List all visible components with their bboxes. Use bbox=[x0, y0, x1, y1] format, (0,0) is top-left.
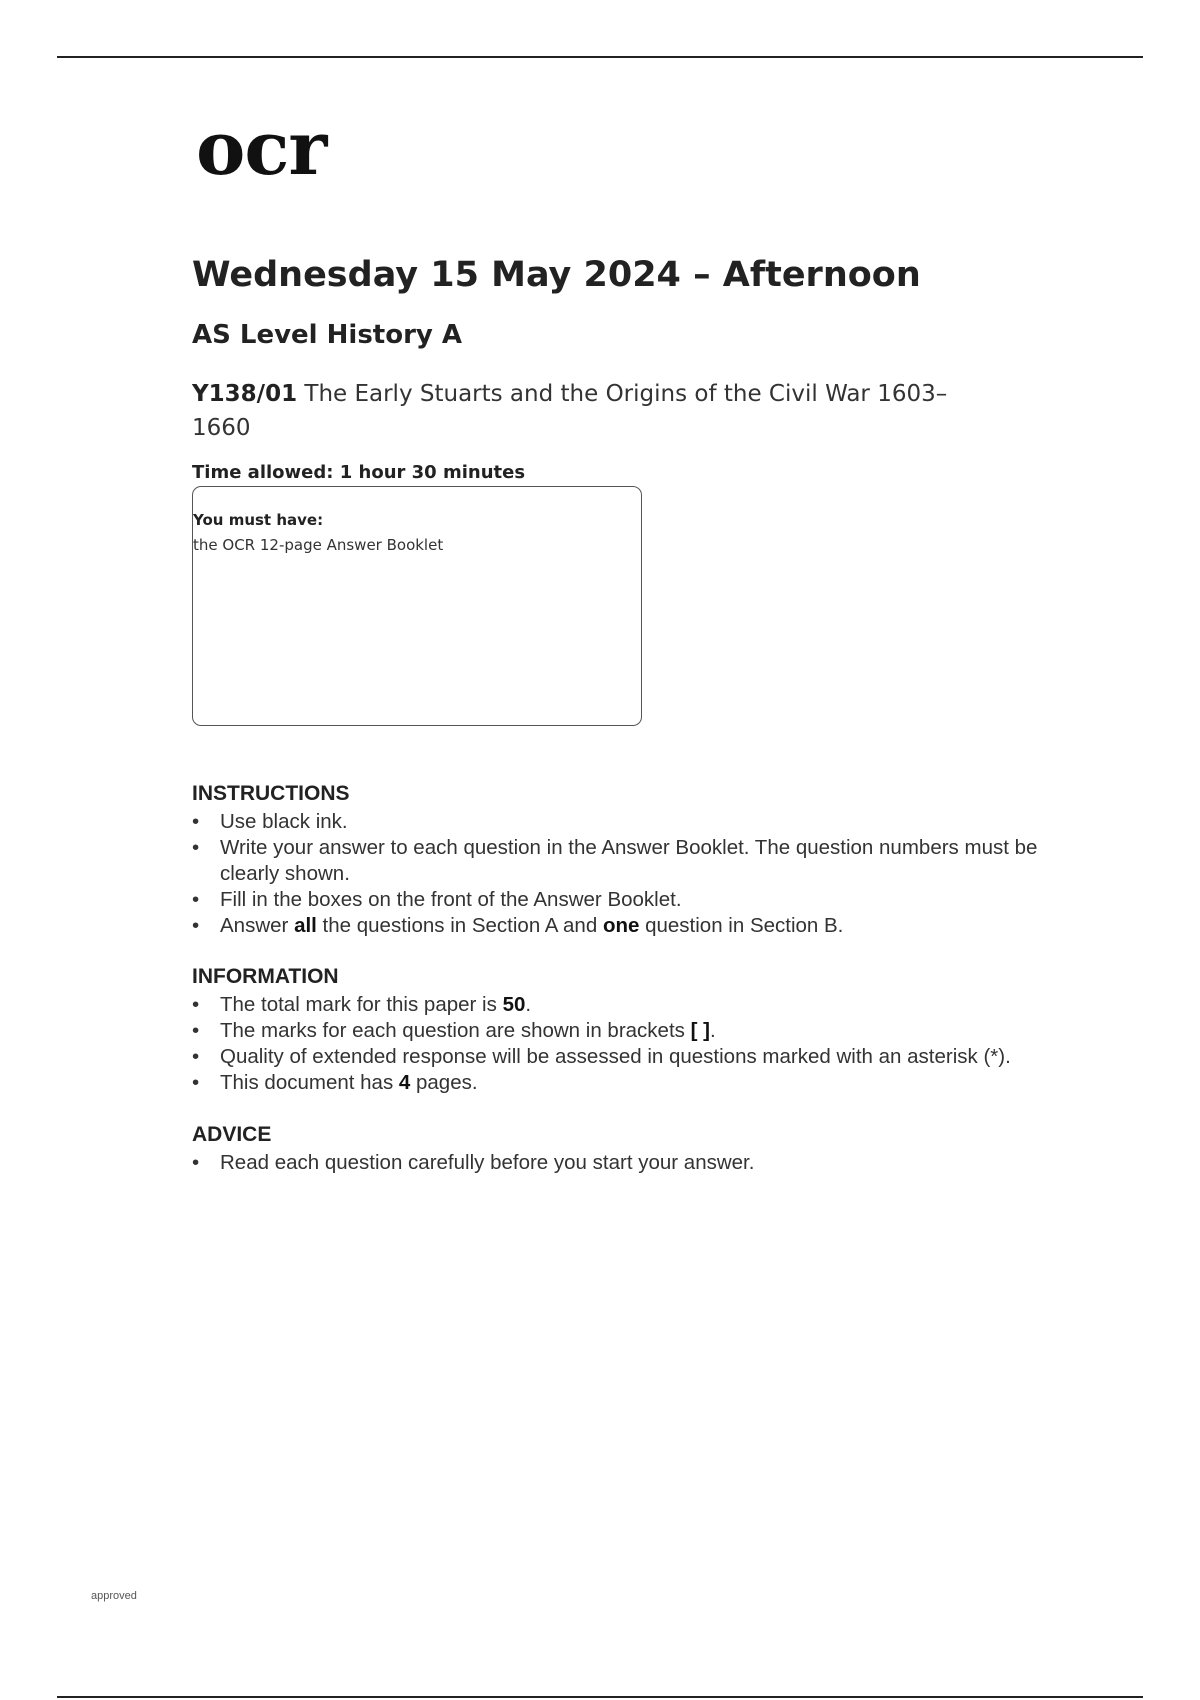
information-item: • The total mark for this paper is 50. bbox=[192, 993, 532, 1016]
information-section bbox=[192, 964, 1092, 1096]
time-allowed: Time allowed: 1 hour 30 minutes bbox=[192, 462, 526, 483]
bullet: • bbox=[192, 836, 200, 859]
instruction-item: • Answer all the questions in Section A and one question in Section B. bbox=[192, 914, 844, 937]
instruction-item: • Write your answer to each question in the Answer Booklet. The question numbers must be clearly shown. bbox=[192, 836, 1038, 885]
exam-date: Wednesday 15 May 2024 – Afternoon bbox=[192, 255, 921, 295]
paper-title bbox=[192, 377, 952, 445]
instruction-item: • Use black ink. bbox=[192, 810, 348, 833]
approved-note: approved bbox=[91, 1590, 137, 1602]
top-rule bbox=[57, 56, 1143, 58]
information-item: • This document has 4 pages. bbox=[192, 1071, 478, 1094]
information-heading: INFORMATION bbox=[192, 965, 339, 988]
instructions-section bbox=[192, 781, 1092, 939]
must-have-box bbox=[192, 486, 642, 726]
bullet: • bbox=[192, 1019, 200, 1042]
qualification-level: AS Level History A bbox=[192, 320, 463, 350]
bullet: • bbox=[192, 1071, 200, 1094]
instruction-item: • Fill in the boxes on the front of the Answer Booklet. bbox=[192, 888, 682, 911]
advice-item: • Read each question carefully before you start your answer. bbox=[192, 1151, 755, 1174]
bottom-rule bbox=[57, 1696, 1143, 1698]
information-item: • Quality of extended response will be assessed in questions marked with an asterisk (*). bbox=[192, 1045, 1011, 1068]
must-have-item: the OCR 12-page Answer Booklet bbox=[193, 536, 444, 554]
paper-code: Y138/01 bbox=[192, 381, 298, 407]
must-have-label: You must have: bbox=[193, 511, 324, 529]
advice-heading: ADVICE bbox=[192, 1123, 272, 1146]
bullet: • bbox=[192, 1151, 200, 1174]
information-item: • The marks for each question are shown in brackets [ ]. bbox=[192, 1019, 716, 1042]
bullet: • bbox=[192, 914, 200, 937]
bullet: • bbox=[192, 1045, 200, 1068]
instructions-heading: INSTRUCTIONS bbox=[192, 782, 350, 805]
bullet: • bbox=[192, 810, 200, 833]
advice-section bbox=[192, 1122, 1092, 1176]
ocr-logo: ocr bbox=[196, 106, 327, 192]
paper-name: The Early Stuarts and the Origins of the Civil War 1603–1660 bbox=[192, 381, 948, 441]
bullet: • bbox=[192, 888, 200, 911]
bullet: • bbox=[192, 993, 200, 1016]
